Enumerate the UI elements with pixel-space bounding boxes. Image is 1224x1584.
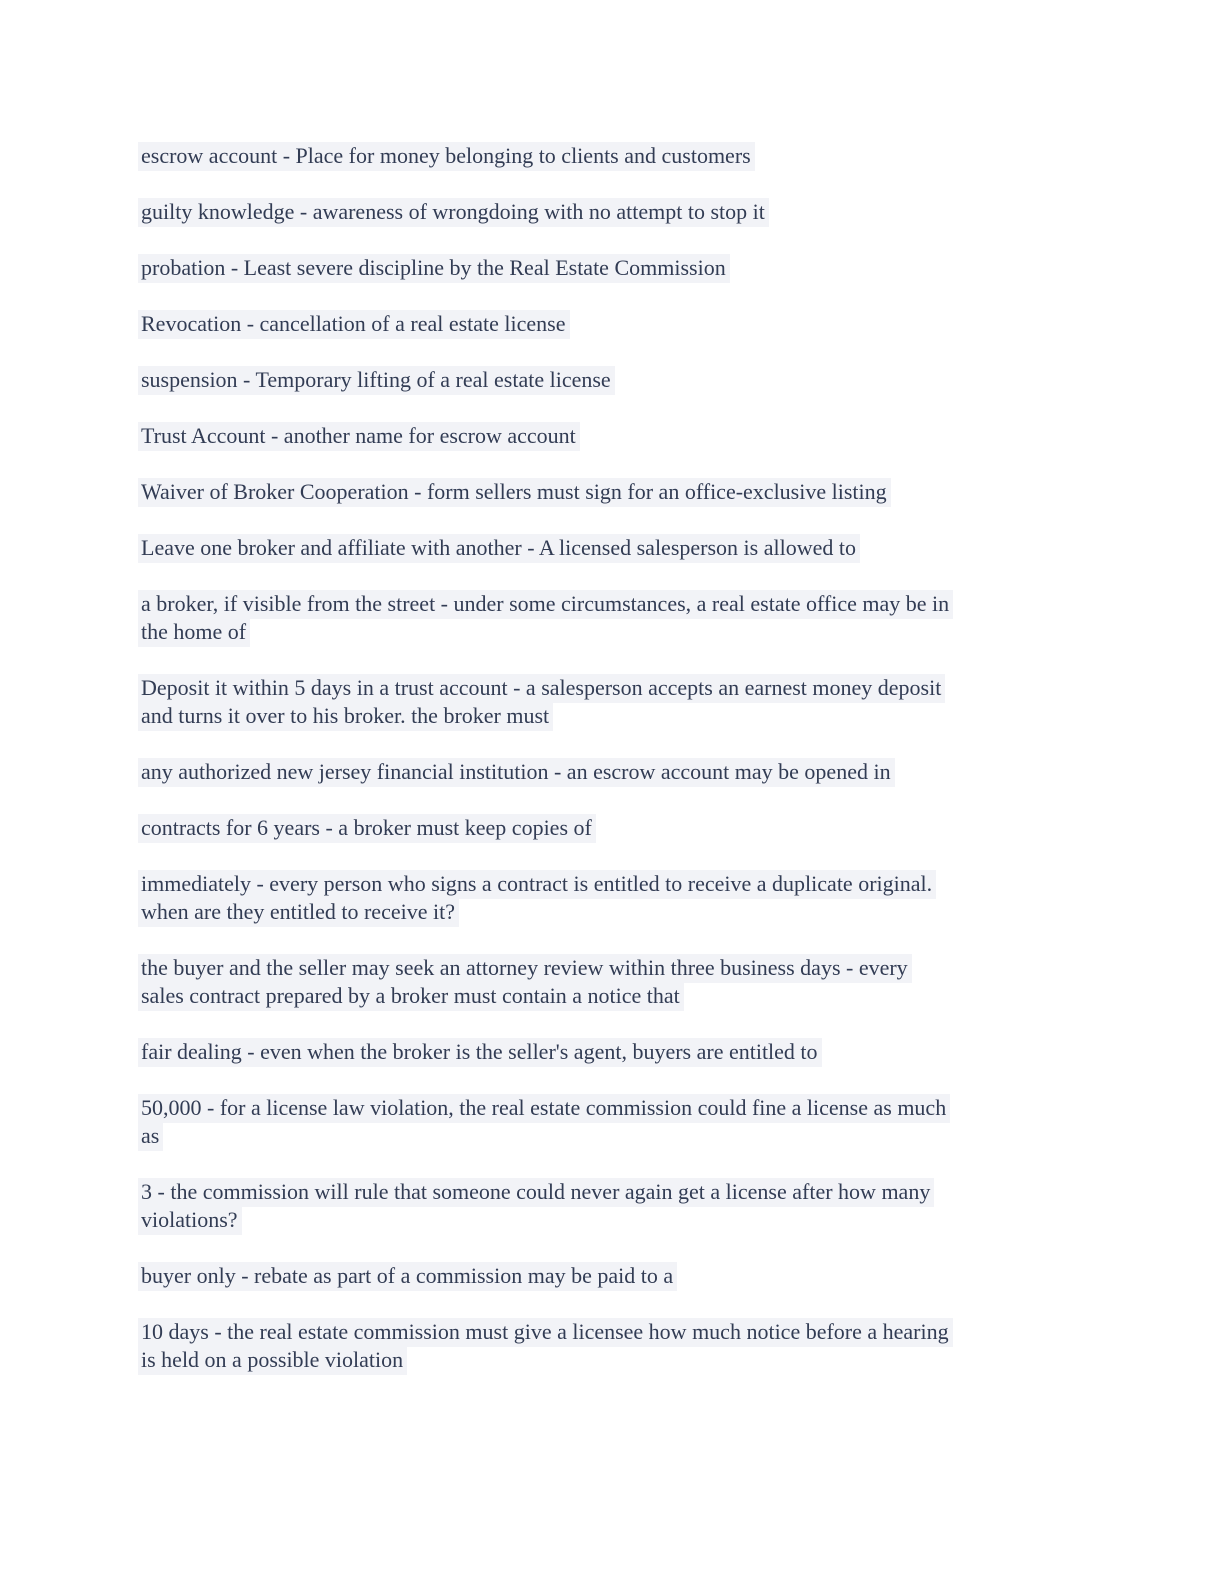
flashcard-line	[141, 982, 1084, 1010]
flashcard-paragraph	[141, 1262, 1084, 1290]
flashcard-paragraph	[141, 478, 1084, 506]
highlighted-text: the buyer and the seller may seek an attorney review within three business days - every	[138, 954, 912, 983]
highlighted-text: and turns it over to his broker. the broker must	[138, 702, 553, 731]
flashcard-line	[141, 1122, 1084, 1150]
highlighted-text: guilty knowledge - awareness of wrongdoing with no attempt to stop it	[138, 198, 769, 227]
flashcard-line	[141, 954, 1084, 982]
flashcard-line	[141, 422, 1084, 450]
flashcard-line	[141, 534, 1084, 562]
flashcard-line	[141, 870, 1084, 898]
flashcard-paragraph	[141, 814, 1084, 842]
highlighted-text: the home of	[138, 618, 250, 647]
flashcard-line	[141, 1262, 1084, 1290]
highlighted-text: sales contract prepared by a broker must contain a notice that	[138, 982, 684, 1011]
flashcard-paragraph	[141, 1318, 1084, 1374]
flashcard-paragraph	[141, 142, 1084, 170]
highlighted-text: Deposit it within 5 days in a trust account - a salesperson accepts an earnest money deposit	[138, 674, 945, 703]
highlighted-text: any authorized new jersey financial institution - an escrow account may be opened in	[138, 758, 895, 787]
highlighted-text: 10 days - the real estate commission must give a licensee how much notice before a hearing	[138, 1318, 953, 1347]
highlighted-text: buyer only - rebate as part of a commission may be paid to a	[138, 1262, 677, 1291]
highlighted-text: a broker, if visible from the street - under some circumstances, a real estate office may be in	[138, 590, 953, 619]
highlighted-text: Trust Account - another name for escrow account	[138, 422, 580, 451]
flashcard-paragraph	[141, 310, 1084, 338]
flashcard-list	[141, 142, 1084, 1374]
highlighted-text: 50,000 - for a license law violation, the real estate commission could fine a license as much	[138, 1094, 950, 1123]
highlighted-text: Waiver of Broker Cooperation - form sellers must sign for an office-exclusive listing	[138, 478, 891, 507]
flashcard-line	[141, 590, 1084, 618]
flashcard-line	[141, 198, 1084, 226]
flashcard-line	[141, 366, 1084, 394]
highlighted-text: is held on a possible violation	[138, 1346, 407, 1375]
flashcard-paragraph	[141, 198, 1084, 226]
flashcard-paragraph	[141, 422, 1084, 450]
flashcard-paragraph	[141, 254, 1084, 282]
flashcard-paragraph	[141, 954, 1084, 1010]
flashcard-line	[141, 898, 1084, 926]
flashcard-line	[141, 1094, 1084, 1122]
flashcard-paragraph	[141, 1178, 1084, 1234]
flashcard-line	[141, 254, 1084, 282]
flashcard-line	[141, 310, 1084, 338]
highlighted-text: as	[138, 1122, 163, 1151]
flashcard-paragraph	[141, 534, 1084, 562]
highlighted-text: Leave one broker and affiliate with another - A licensed salesperson is allowed to	[138, 534, 860, 563]
flashcard-paragraph	[141, 758, 1084, 786]
highlighted-text: Revocation - cancellation of a real estate license	[138, 310, 570, 339]
flashcard-line	[141, 618, 1084, 646]
highlighted-text: contracts for 6 years - a broker must keep copies of	[138, 814, 596, 843]
highlighted-text: fair dealing - even when the broker is the seller's agent, buyers are entitled to	[138, 1038, 822, 1067]
flashcard-line	[141, 1318, 1084, 1346]
flashcard-line	[141, 702, 1084, 730]
flashcard-paragraph	[141, 1094, 1084, 1150]
flashcard-line	[141, 478, 1084, 506]
flashcard-line	[141, 1346, 1084, 1374]
flashcard-line	[141, 1178, 1084, 1206]
flashcard-paragraph	[141, 1038, 1084, 1066]
flashcard-line	[141, 1206, 1084, 1234]
flashcard-line	[141, 674, 1084, 702]
flashcard-paragraph	[141, 870, 1084, 926]
highlighted-text: when are they entitled to receive it?	[138, 898, 459, 927]
flashcard-line	[141, 1038, 1084, 1066]
flashcard-paragraph	[141, 590, 1084, 646]
highlighted-text: 3 - the commission will rule that someone could never again get a license after how many	[138, 1178, 934, 1207]
flashcard-line	[141, 758, 1084, 786]
highlighted-text: escrow account - Place for money belonging to clients and customers	[138, 142, 755, 171]
flashcard-paragraph	[141, 674, 1084, 730]
highlighted-text: probation - Least severe discipline by the Real Estate Commission	[138, 254, 730, 283]
flashcard-line	[141, 814, 1084, 842]
highlighted-text: suspension - Temporary lifting of a real estate license	[138, 366, 615, 395]
flashcard-paragraph	[141, 366, 1084, 394]
highlighted-text: immediately - every person who signs a contract is entitled to receive a duplicate original.	[138, 870, 936, 899]
flashcard-line	[141, 142, 1084, 170]
highlighted-text: violations?	[138, 1206, 242, 1235]
